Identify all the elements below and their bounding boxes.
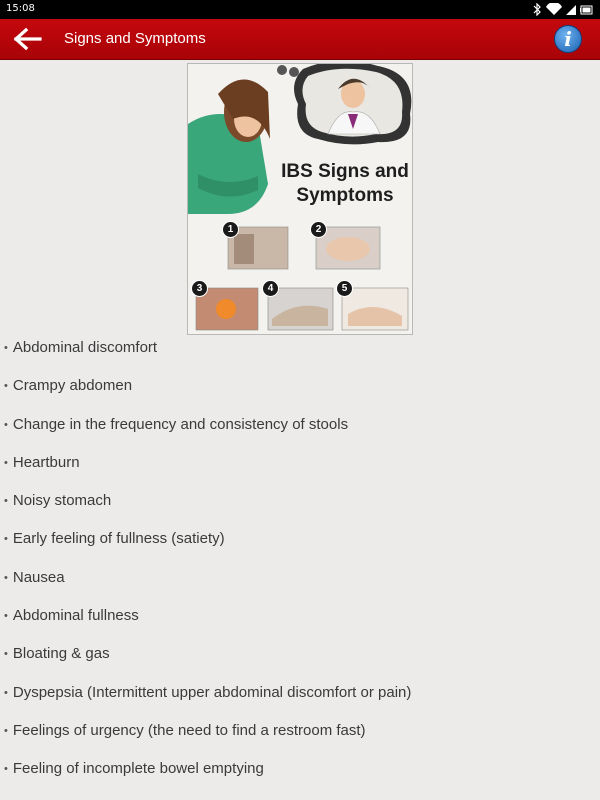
bullet-icon: • — [4, 724, 8, 737]
step-badge: 4 — [262, 280, 279, 297]
bullet-icon: • — [4, 418, 8, 431]
bullet-icon: • — [4, 495, 8, 508]
symptom-text: Change in the frequency and consistency of stools — [12, 415, 349, 433]
list-item — [4, 373, 411, 411]
woman-illustration — [188, 79, 270, 214]
list-item — [4, 756, 411, 794]
list-item — [4, 641, 411, 679]
list-item — [4, 526, 411, 564]
info-icon: i — [564, 27, 572, 51]
symptom-text: Abdominal discomfort — [12, 339, 158, 356]
battery-icon — [580, 6, 592, 14]
list-item — [4, 680, 411, 718]
symptom-text: Bloating & gas — [12, 645, 110, 663]
arrow-left-icon — [12, 27, 44, 51]
wifi-icon — [546, 3, 562, 15]
infographic-title — [276, 160, 413, 208]
bullet-icon: • — [4, 342, 8, 354]
bullet-icon: • — [4, 571, 8, 584]
symptom-text: Dyspepsia (Intermittent upper abdominal discomfort or pain) — [12, 683, 412, 701]
ibs-infographic — [187, 63, 413, 335]
bullet-icon: • — [4, 610, 8, 623]
bullet-icon: • — [4, 763, 8, 776]
step-badge: 2 — [310, 221, 327, 238]
symptom-text: Nausea — [12, 568, 65, 586]
infographic-title-line1: IBS Signs and — [281, 161, 409, 182]
symptom-text: Noisy stomach — [12, 492, 112, 510]
step-badge: 1 — [222, 221, 239, 238]
list-item — [4, 335, 411, 373]
step-badge: 3 — [191, 280, 208, 297]
app-bar — [0, 19, 600, 60]
symptom-text: Abdominal fullness — [12, 607, 139, 625]
bullet-icon: • — [4, 380, 8, 393]
status-icons — [532, 3, 594, 16]
bullet-icon: • — [4, 533, 8, 546]
symptom-text: Heartburn — [12, 453, 80, 471]
status-time: 15:08 — [6, 3, 35, 14]
page-title: Signs and Symptoms — [64, 30, 206, 47]
bullet-icon: • — [4, 648, 8, 661]
list-item — [4, 450, 411, 488]
bluetooth-icon — [534, 4, 540, 15]
list-item — [4, 488, 411, 526]
bullet-icon: • — [4, 686, 8, 699]
list-item — [4, 565, 411, 603]
symptom-text: Crampy abdomen — [12, 377, 133, 395]
symptom-text: Feelings of urgency (the need to find a restroom fast) — [12, 721, 366, 739]
status-bar — [0, 0, 600, 19]
list-item — [4, 412, 411, 450]
thought-bubble — [277, 64, 411, 144]
symptom-text: Feeling of incomplete bowel emptying — [12, 760, 264, 778]
step-badge: 5 — [336, 280, 353, 297]
symptom-list — [4, 335, 411, 795]
back-button[interactable] — [12, 27, 44, 51]
infographic-title-line2: Symptoms — [296, 185, 394, 206]
signal-icon — [566, 5, 576, 15]
info-button[interactable] — [554, 25, 582, 53]
list-item — [4, 603, 411, 641]
bullet-icon: • — [4, 456, 8, 469]
list-item — [4, 718, 411, 756]
symptom-text: Early feeling of fullness (satiety) — [12, 530, 225, 548]
